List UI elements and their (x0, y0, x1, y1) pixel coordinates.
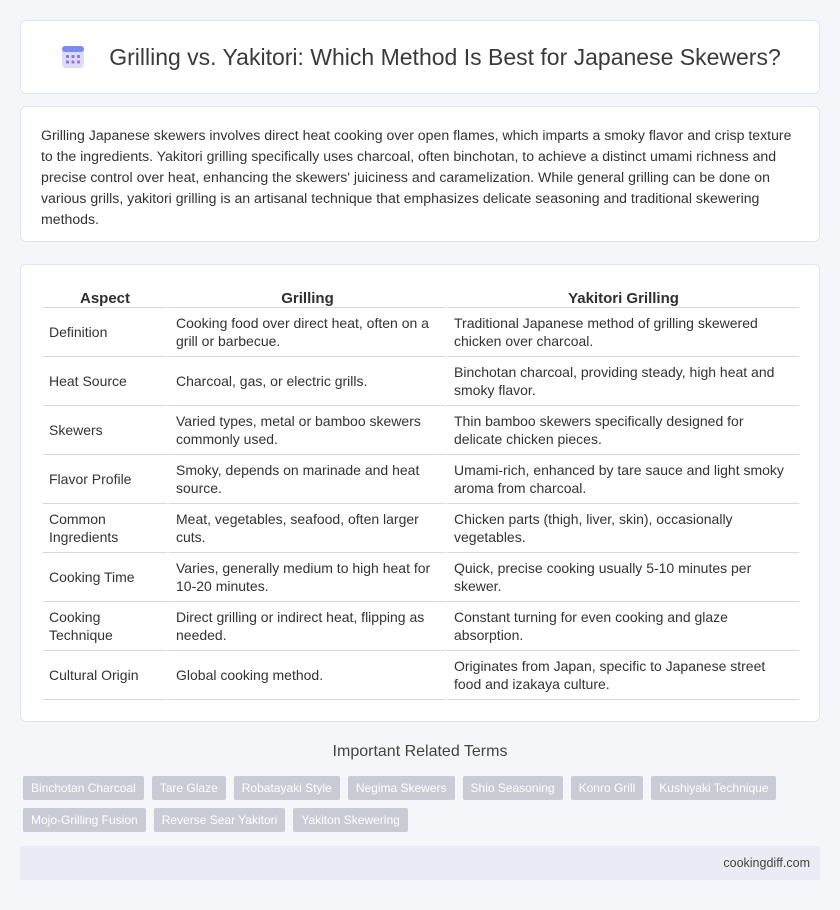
term-tag[interactable]: Mojo-Grilling Fusion (23, 808, 146, 832)
term-tag[interactable]: Robatayaki Style (234, 776, 340, 800)
title-card (20, 20, 820, 94)
aspect-cell: Cooking Time (43, 553, 167, 602)
table-row (43, 455, 799, 504)
yakitori-cell: Quick, precise cooking usually 5-10 minutes per skewer. (445, 553, 799, 602)
grilling-cell: Varied types, metal or bamboo skewers commonly used. (167, 406, 445, 455)
grilling-cell: Global cooking method. (167, 651, 445, 700)
related-terms-heading: Important Related Terms (332, 743, 508, 760)
intro-paragraph: Grilling Japanese skewers involves direct heat cooking over open flames, which imparts a smoky flavor and crisp texture to the ingredients. Yakitori grilling specifically uses charcoal, often binchotan, to achieve a distinct umami richness and precise control over heat, enhancing the skewers' juiciness and caramelization. While general grilling can be done on various grills, yakitori grilling is an artisanal technique that emphasizes delicate seasoning and traditional skewering methods. (41, 127, 792, 227)
aspect-cell: Flavor Profile (43, 455, 167, 504)
table-row (43, 651, 799, 700)
table-header-row (43, 286, 799, 308)
aspect-cell: Cooking Technique (43, 602, 167, 651)
term-tag[interactable]: Yakiton Skewering (293, 808, 408, 832)
grilling-cell: Cooking food over direct heat, often on a grill or barbecue. (167, 308, 445, 357)
calendar-grid-icon (59, 43, 87, 71)
aspect-cell: Common Ingredients (43, 504, 167, 553)
term-tag[interactable]: Reverse Sear Yakitori (154, 808, 286, 832)
yakitori-cell: Traditional Japanese method of grilling skewered chicken over charcoal. (445, 308, 799, 357)
footer-site-link[interactable]: cookingdiff.com (723, 856, 810, 870)
aspect-cell: Definition (43, 308, 167, 357)
table-row (43, 406, 799, 455)
yakitori-cell: Umami-rich, enhanced by tare sauce and light smoky aroma from charcoal. (445, 455, 799, 504)
column-header-yakitori: Yakitori Grilling (445, 286, 799, 308)
table-row (43, 504, 799, 553)
table-row (43, 553, 799, 602)
table-row (43, 308, 799, 357)
footer (20, 846, 820, 880)
grilling-cell: Varies, generally medium to high heat for 10-20 minutes. (167, 553, 445, 602)
table-row (43, 602, 799, 651)
column-header-aspect: Aspect (43, 286, 167, 308)
yakitori-cell: Originates from Japan, specific to Japanese street food and izakaya culture. (445, 651, 799, 700)
aspect-cell: Skewers (43, 406, 167, 455)
related-terms-tags (23, 776, 813, 832)
yakitori-cell: Chicken parts (thigh, liver, skin), occasionally vegetables. (445, 504, 799, 553)
grilling-cell: Charcoal, gas, or electric grills. (167, 357, 445, 406)
comparison-card (20, 264, 820, 722)
aspect-cell: Cultural Origin (43, 651, 167, 700)
term-tag[interactable]: Shio Seasoning (463, 776, 563, 800)
term-tag[interactable]: Negima Skewers (348, 776, 455, 800)
yakitori-cell: Constant turning for even cooking and glaze absorption. (445, 602, 799, 651)
yakitori-cell: Thin bamboo skewers specifically designed for delicate chicken pieces. (445, 406, 799, 455)
term-tag[interactable]: Binchotan Charcoal (23, 776, 144, 800)
grilling-cell: Smoky, depends on marinade and heat source. (167, 455, 445, 504)
table-row (43, 357, 799, 406)
aspect-cell: Heat Source (43, 357, 167, 406)
term-tag[interactable]: Tare Glaze (152, 776, 226, 800)
comparison-table (43, 286, 799, 700)
term-tag[interactable]: Konro Grill (571, 776, 644, 800)
grilling-cell: Meat, vegetables, seafood, often larger cuts. (167, 504, 445, 553)
yakitori-cell: Binchotan charcoal, providing steady, high heat and smoky flavor. (445, 357, 799, 406)
intro-card (20, 106, 820, 242)
page-title: Grilling vs. Yakitori: Which Method Is Best for Japanese Skewers? (109, 43, 781, 70)
column-header-grilling: Grilling (167, 286, 445, 308)
term-tag[interactable]: Kushiyaki Technique (651, 776, 776, 800)
grilling-cell: Direct grilling or indirect heat, flipping as needed. (167, 602, 445, 651)
